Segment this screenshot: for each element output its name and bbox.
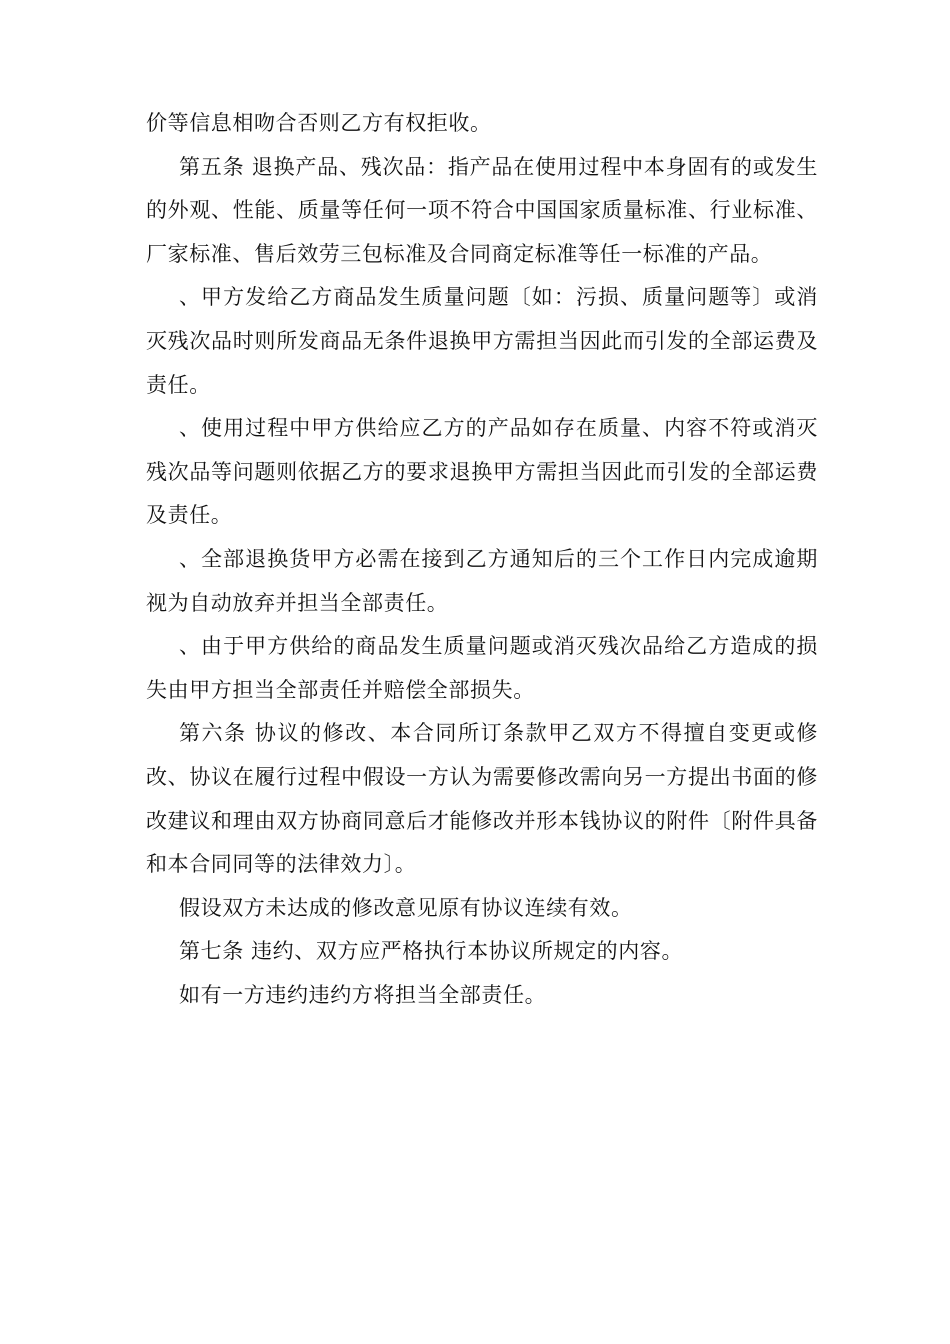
paragraph-article-6-note: 假设双方未达成的修改意见原有协议连续有效。 xyxy=(179,895,633,920)
paragraph-clause-1: 、甲方发给乙方商品发生质量问题〔如：污损、质量问题等〕或消灭残次品时则所发商品无条件退换甲方需担当因此而引发的全部运费及责任。 xyxy=(146,285,818,397)
paragraph-article-6: 第六条 协议的修改、本合同所订条款甲乙双方不得擅自变更或修改、协议在履行过程中假设一方认为需要修改需向另一方提出书面的修改建议和理由双方协商同意后才能修改并形本钱协议的附件〔附件具备和本合同同等的法律效力〕。 xyxy=(146,721,818,877)
paragraph-clause-3: 、全部退换货甲方必需在接到乙方通知后的三个工作日内完成逾期视为自动放弃并担当全部责任。 xyxy=(146,546,818,615)
document-body xyxy=(146,102,818,1017)
paragraph-continuation: 价等信息相吻合否则乙方有权拒收。 xyxy=(146,111,492,135)
paragraph-article-5: 第五条 退换产品、残次品：指产品在使用过程中本身固有的或发生的外观、性能、质量等任何一项不符合中国国家质量标准、行业标准、厂家标准、售后效劳三包标准及合同商定标准等任一标准的产品。 xyxy=(146,154,818,266)
paragraph-article-7: 第七条 违约、双方应严格执行本协议所规定的内容。 xyxy=(179,939,684,964)
paragraph-clause-2: 、使用过程中甲方供给应乙方的产品如存在质量、内容不符或消灭残次品等问题则依据乙方的要求退换甲方需担当因此而引发的全部运费及责任。 xyxy=(146,416,818,528)
paragraph-article-7-note: 如有一方违约违约方将担当全部责任。 xyxy=(179,982,547,1007)
paragraph-clause-4: 、由于甲方供给的商品发生质量问题或消灭残次品给乙方造成的损失由甲方担当全部责任并赔偿全部损失。 xyxy=(146,634,818,702)
